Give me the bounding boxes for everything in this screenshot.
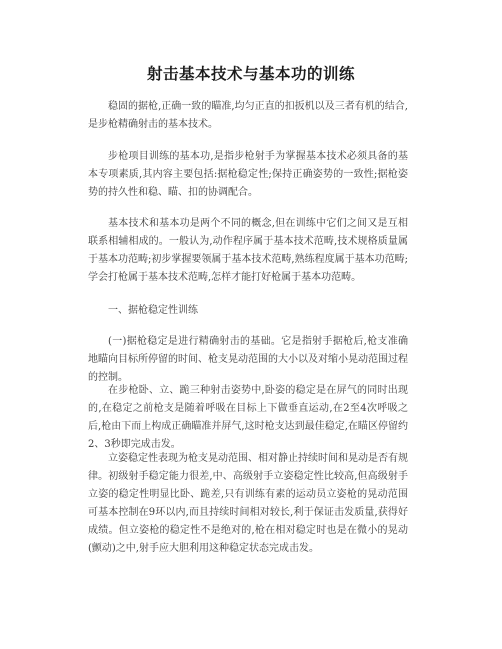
page-title: 射击基本技术与基本功的训练 xyxy=(146,64,355,83)
paragraph-basic-technique: 稳固的据枪,正确一致的瞄准,均匀正直的扣扳机以及三者有机的结合,是步枪精确射击的基本技术。 xyxy=(88,101,408,130)
paragraph-stability-definition: (一)据枪稳定是进行精确射击的基础。它是指射手据枪后,枪支准确地瞄向目标所停留的时间、枪支晃动范围的大小以及对缩小晃动范围过程的控制。 xyxy=(88,336,408,383)
paragraph-basic-skills: 步枪项目训练的基本功,是指步枪射手为掌握基本技术必须具备的基本专项素质,其内容主要包括:据枪稳定性;保持正确姿势的一致性;据枪姿势的持久性和稳、瞄、扣的协调配合。 xyxy=(88,151,408,198)
paragraph-relationship: 基本技术和基本功是两个不同的概念,但在训练中它们之间又是互相联系相辅相成的。一般认为,动作程序属于基本技术范畴,技术规格质量属于基本功范畴;初步掌握要领属于基本技术范畴,熟练程度属于基本功范畴;学会打枪属于基本技术范畴,怎样才能打好枪属于基本功范畴。 xyxy=(88,218,408,283)
paragraph-prone-stability: 在步枪卧、立、跪三种射击姿势中,卧姿的稳定是在屏气的同时出现的,在稳定之前枪支是随着呼吸在目标上下做垂直运动,在2至4次呼吸之后,枪由下而上构成正确瞄准并屏气,这时枪支达到最佳稳定,在瞄区停留约2、3秒即完成击发。 xyxy=(88,385,408,450)
paragraph-standing-stability: 立姿稳定性表现为枪支晃动范围、相对静止持续时间和晃动是否有规律。初级射手稳定能力很差,中、高级射手立姿稳定性比较高,但高级射手立姿的稳定性明显比卧、跪差,只有训练有素的运动员立姿枪的晃动范围可基本控制在9环以内,而且持续时间相对较长,利于保证击发质量,获得好成绩。但立姿枪的稳定性不是绝对的,枪在相对稳定时也是在微小的晃动(颤动)之中,射手应大胆利用这种稳定状态完成击发。 xyxy=(88,453,408,554)
section-heading-stability: 一、据枪稳定性训练 xyxy=(108,305,198,316)
